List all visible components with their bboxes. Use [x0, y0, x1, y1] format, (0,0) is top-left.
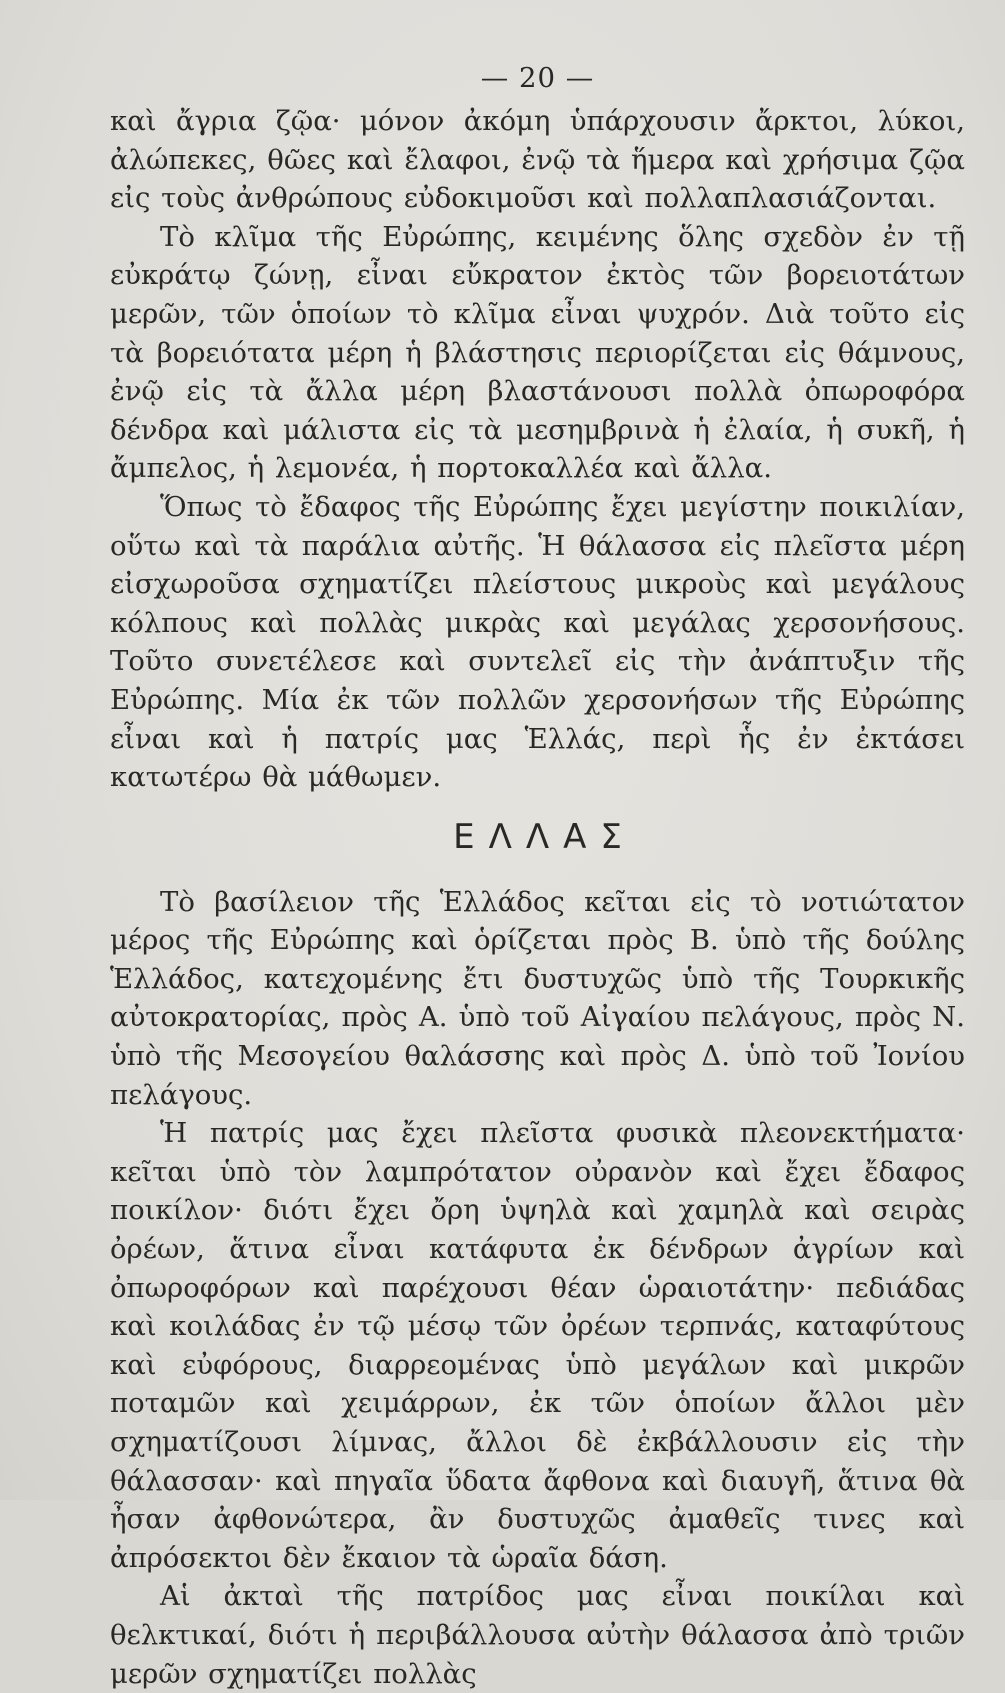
paragraph-shores: Αἱ ἀκταὶ τῆς πατρίδος μας εἶναι ποικίλαι καὶ θελκτικαί, διότι ἡ περιβάλλουσα αὐτὴν θάλασσα ἀπὸ τριῶν μερῶν σχηματίζει πολλὰς: [110, 1580, 965, 1690]
page-number: — 20 —: [480, 62, 595, 94]
paragraph-wild-animals: καὶ ἄγρια ζῷα· μόνον ἀκόμη ὑπάρχουσιν ἄρκτοι, λύκοι, ἀλώπεκες, θῶες καὶ ἔλαφοι, ἐνῷ τὰ ἥμερα καὶ χρήσιμα ζῷα εἰς τοὺς ἀνθρώπους εὐδοκιμοῦσι καὶ πολλαπλασιάζονται.: [110, 105, 965, 215]
paragraph-natural-advantages: Ἡ πατρίς μας ἔχει πλεῖστα φυσικὰ πλεονεκτήματα· κεῖται ὑπὸ τὸν λαμπρότατον οὐρανὸν καὶ ἔχει ἔδαφος ποικίλον· διότι ἔχει ὄρη ὑψηλὰ καὶ χαμηλὰ καὶ σειρὰς ὀρέων, ἅτινα εἶναι κατάφυτα ἐκ δένδρων ἀγρίων καὶ ὀπωροφόρων καὶ παρέχουσι θέαν ὡραιοτάτην· πεδιάδας καὶ κοιλάδας ἐν τῷ μέσῳ τῶν ὀρέων τερπνάς, καταφύτους καὶ εὐφόρους, διαρρεομένας ὑπὸ μεγάλων καὶ μικρῶν ποταμῶν καὶ χειμάρρων, ἐκ τῶν ὁποίων ἄλλοι μὲν σχηματίζουσι λίμνας, ἄλλοι δὲ ἐκβάλλουσιν εἰς τὴν θάλασσαν· καὶ πηγαῖα ὕδατα ἄφθονα καὶ διαυγῆ, ἅτινα θὰ ἦσαν ἀφθονώτερα, ἂν δυστυχῶς ἀμαθεῖς τινες καὶ ἀπρόσεκτοι δὲν ἔκαιον τὰ ὡραῖα δάση.: [110, 1117, 965, 1574]
paragraph-coastline: Ὅπως τὸ ἔδαφος τῆς Εὐρώπης ἔχει μεγίστην ποικιλίαν, οὕτω καὶ τὰ παράλια αὐτῆς. Ἡ θάλασσα εἰς πλεῖστα μέρη εἰσχωροῦσα σχηματίζει πλείστους μικροὺς καὶ μεγάλους κόλπους καὶ πολλὰς μικρὰς καὶ μεγάλας χερσονήσους. Τοῦτο συνετέλεσε καὶ συντελεῖ εἰς τὴν ἀνάπτυξιν τῆς Εὐρώπης. Μία ἐκ τῶν πολλῶν χερσονήσων τῆς Εὐρώπης εἶναι καὶ ἡ πατρίς μας Ἑλλάς, περὶ ἧς ἐν ἐκτάσει κατωτέρω θὰ μάθωμεν.: [110, 490, 965, 794]
paragraph-climate: Τὸ κλῖμα τῆς Εὐρώπης, κειμένης ὅλης σχεδὸν ἐν τῇ εὐκράτῳ ζώνῃ, εἶναι εὔκρατον ἐκτὸς τῶν βορειοτάτων μερῶν, τῶν ὁποίων τὸ κλῖμα εἶναι ψυχρόν. Διὰ τοῦτο εἰς τὰ βορειότατα μέρη ἡ βλάστησις περιορίζεται εἰς θάμνους, ἐνῷ εἰς τὰ ἄλλα μέρη βλαστάνουσι πολλὰ ὀπωροφόρα δένδρα καὶ μάλιστα εἰς τὰ μεσημβρινὰ ἡ ἐλαία, ἡ συκῆ, ἡ ἄμπελος, ἡ λεμονέα, ἡ πορτοκαλλέα καὶ ἄλλα.: [110, 220, 965, 485]
section-heading-hellas: ΕΛΛΑΣ: [453, 816, 636, 857]
paragraph-borders: Τὸ βασίλειον τῆς Ἑλλάδος κεῖται εἰς τὸ νοτιώτατον μέρος τῆς Εὐρώπης καὶ ὁρίζεται πρὸς Β. ὑπὸ τῆς δούλης Ἑλλάδος, κατεχομένης ἔτι δυστυχῶς ὑπὸ τῆς Τουρκικῆς αὐτοκρατορίας, πρὸς Α. ὑπὸ τοῦ Αἰγαίου πελάγους, πρὸς Ν. ὑπὸ τῆς Μεσογείου θαλάσσης καὶ πρὸς Δ. ὑπὸ τοῦ Ἰονίου πελάγους.: [110, 885, 965, 1111]
